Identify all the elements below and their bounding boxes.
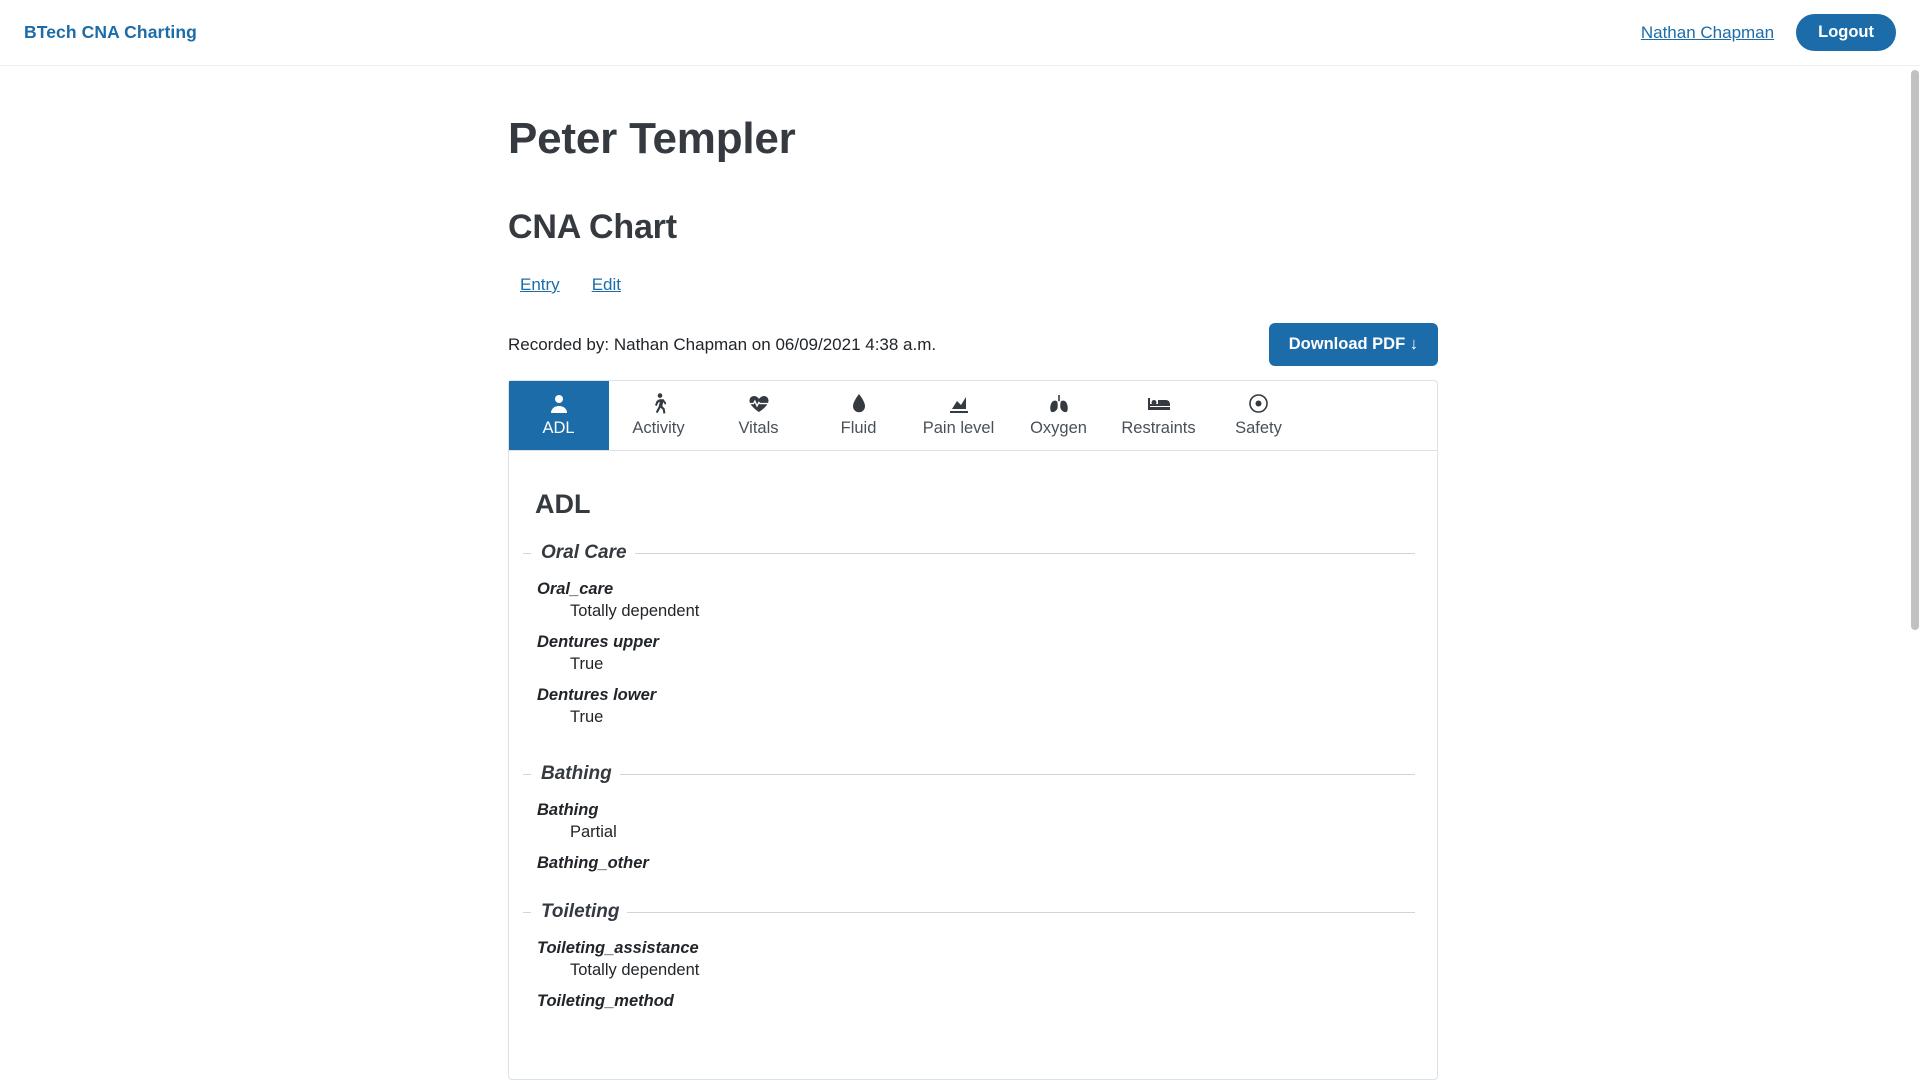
chart-icon <box>913 392 1004 416</box>
chart-links <box>508 275 1438 295</box>
field-bathing-other <box>537 854 1415 873</box>
walking-icon <box>613 392 704 416</box>
field-oral-care <box>537 580 1415 621</box>
recorded-row <box>508 323 1438 366</box>
field-value: True <box>570 708 604 726</box>
field-bathing <box>537 801 1415 842</box>
group-bathing-content <box>523 785 1415 883</box>
group-toileting-content <box>523 923 1415 1021</box>
field-label: Dentures lower <box>537 686 657 704</box>
field-label: Toileting_assistance <box>537 939 699 957</box>
page-content <box>0 114 1920 1080</box>
top-navbar <box>0 0 1920 66</box>
field-label: Toileting_method <box>537 992 674 1010</box>
field-value: Totally dependent <box>570 602 700 620</box>
tab-safety-label: Safety <box>1235 419 1282 437</box>
field-toileting-method <box>537 992 1415 1011</box>
tab-vitals[interactable] <box>709 381 809 450</box>
group-oral-care-content <box>523 564 1415 745</box>
tab-restraints[interactable] <box>1109 381 1209 450</box>
group-bathing-legend: Bathing <box>541 763 612 784</box>
logout-button[interactable]: Logout <box>1796 14 1896 51</box>
chart-tabs <box>509 381 1437 451</box>
tab-oxygen[interactable] <box>1009 381 1109 450</box>
tab-activity[interactable] <box>609 381 709 450</box>
navbar-right <box>1641 14 1896 51</box>
group-oral-care <box>523 542 1415 745</box>
tab-activity-label: Activity <box>632 419 685 437</box>
field-dentures-lower <box>537 686 1415 727</box>
field-toileting-assistance <box>537 939 1415 980</box>
tab-pain-level-label: Pain level <box>922 419 995 437</box>
tab-fluid[interactable] <box>809 381 909 450</box>
adl-section <box>509 451 1437 1059</box>
recorded-by-text: Recorded by: Nathan Chapman on 06/09/2021 4:38 a.m. <box>508 334 937 354</box>
app-brand[interactable]: BTech CNA Charting <box>24 22 197 42</box>
chart-tab-card <box>508 380 1438 1080</box>
heartbeat-icon <box>713 392 804 416</box>
tab-adl-label: ADL <box>542 419 575 437</box>
tab-vitals-label: Vitals <box>738 419 779 437</box>
tab-pain-level[interactable] <box>909 381 1009 450</box>
field-value: Totally dependent <box>570 961 700 979</box>
scrollbar-thumb[interactable] <box>1911 70 1919 630</box>
tab-fluid-label: Fluid <box>840 419 877 437</box>
edit-link[interactable]: Edit <box>591 275 621 294</box>
tab-safety[interactable] <box>1209 381 1309 450</box>
group-toileting-legend: Toileting <box>541 901 620 922</box>
field-label: Oral_care <box>537 580 614 598</box>
group-oral-care-legend: Oral Care <box>541 542 627 563</box>
field-dentures-upper <box>537 633 1415 674</box>
tab-adl[interactable] <box>509 381 609 450</box>
shield-icon <box>1213 392 1304 416</box>
chart-subtitle: CNA Chart <box>508 208 677 246</box>
lungs-icon <box>1013 392 1104 416</box>
tab-oxygen-label: Oxygen <box>1030 419 1087 437</box>
field-label: Bathing <box>537 801 599 819</box>
entry-link[interactable]: Entry <box>520 275 560 294</box>
section-title: ADL <box>535 489 591 519</box>
group-toileting <box>523 901 1415 1021</box>
content-column <box>508 114 1438 1080</box>
page-scrollbar[interactable] <box>1910 66 1920 1080</box>
droplet-icon <box>813 392 904 416</box>
field-label: Dentures upper <box>537 633 659 651</box>
person-icon <box>513 392 604 416</box>
download-pdf-button[interactable]: Download PDF ↓ <box>1269 323 1438 366</box>
user-profile-link[interactable]: Nathan Chapman <box>1640 22 1775 42</box>
bed-icon <box>1113 392 1204 416</box>
group-bathing <box>523 763 1415 883</box>
tab-restraints-label: Restraints <box>1121 419 1196 437</box>
field-value: Partial <box>570 823 617 841</box>
field-value: True <box>570 655 604 673</box>
field-label: Bathing_other <box>537 854 649 872</box>
page-title: Peter Templer <box>508 114 796 163</box>
